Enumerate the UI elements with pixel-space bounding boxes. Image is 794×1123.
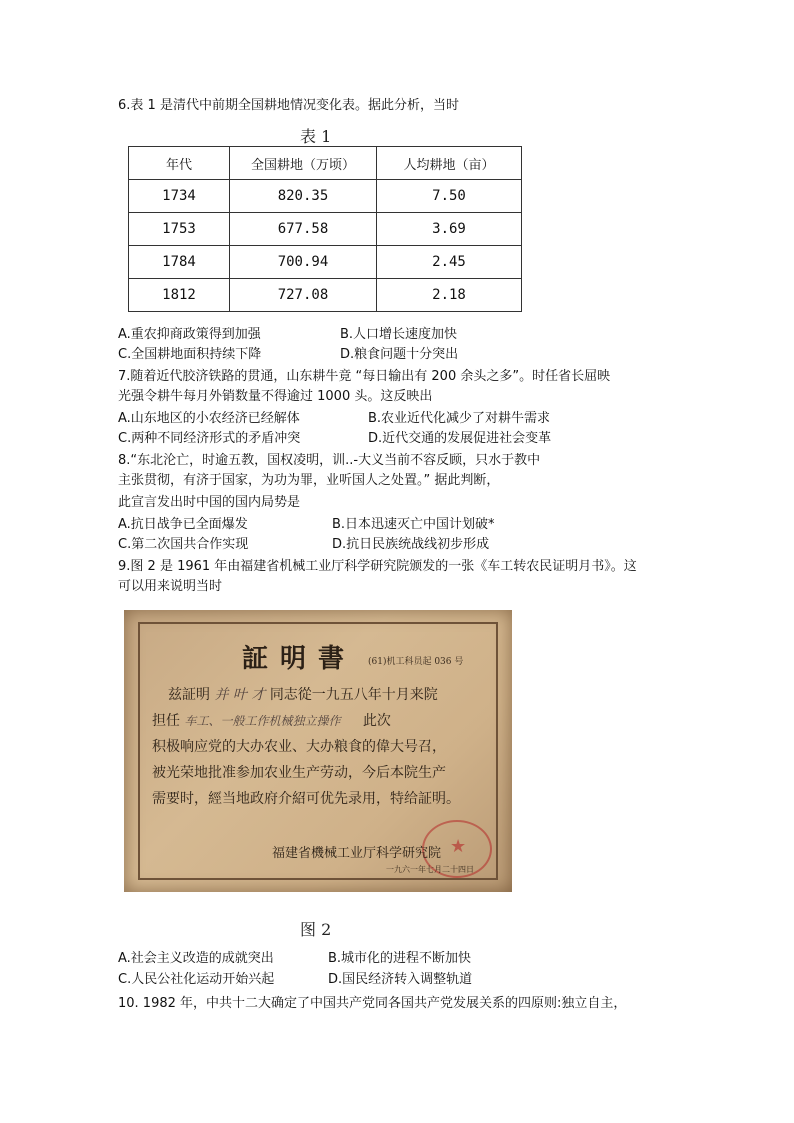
- q6-stem: 6.表 1 是清代中前期全国耕地情况变化表。据此分析，当时: [118, 98, 459, 113]
- cell-total: 700.94: [230, 246, 377, 279]
- certificate-line-3: 积极响应党的大办农业、大办粮食的偉大号召，: [152, 739, 446, 755]
- cell-per-capita: 2.18: [377, 279, 522, 312]
- header-total-farmland: 全国耕地（万顷）: [230, 147, 377, 180]
- certificate-line-1-post: 同志從一九五八年十月来院: [269, 687, 438, 703]
- certificate-photo: [124, 610, 512, 892]
- q7-stem-line1: 7.随着近代胶济铁路的贯通，山东耕牛竟 “每日输出有 200 余头之多”。时任省长屈映: [118, 369, 611, 384]
- table-row: [129, 246, 522, 279]
- q8-stem-line1: 8.“东北沦亡，时逾五教，国权凌明，训..-大义当前不容反顾，只水于教中: [118, 453, 541, 468]
- cell-year: 1784: [129, 246, 230, 279]
- q8-option-c: C.第二次国共合作实现: [118, 537, 249, 552]
- q9-stem-line1: 9.图 2 是 1961 年由福建省机械工业厅科学研究院颁发的一张《车工转农民证明月书》。这: [118, 559, 637, 574]
- header-per-capita-farmland: 人均耕地（亩）: [377, 147, 522, 180]
- q6-option-d: D.粮食问题十分突出: [340, 347, 459, 362]
- certificate-line-1-pre: 兹証明: [168, 687, 210, 703]
- header-year: 年代: [129, 147, 230, 180]
- q6-option-b: B.人口增长速度加快: [340, 327, 458, 342]
- q7-option-c: C.两种不同经济形式的矛盾冲突: [118, 431, 301, 446]
- q9-option-a: A.社会主义改造的成就突出: [118, 951, 274, 966]
- q7-option-a: A.山东地区的小农经济已经解体: [118, 411, 300, 426]
- q9-option-d: D.国民经济转入调整轨道: [328, 972, 473, 987]
- certificate-line-2-post: 此次: [362, 713, 391, 729]
- q6-option-a: A.重农抑商政策得到加强: [118, 327, 261, 342]
- cell-year: 1734: [129, 180, 230, 213]
- table-row: [129, 180, 522, 213]
- cell-total: 820.35: [230, 180, 377, 213]
- table-header-row: [129, 147, 522, 180]
- q9-option-c: C.人民公社化运动开始兴起: [118, 972, 275, 987]
- cell-total: 727.08: [230, 279, 377, 312]
- certificate-title: 証明書: [242, 644, 357, 674]
- q7-stem-line2: 光强令耕牛每月外销数量不得逾过 1000 头。这反映出: [118, 389, 433, 404]
- certificate-handwritten-name: 并 叶 才: [214, 687, 266, 703]
- cell-year: 1812: [129, 279, 230, 312]
- certificate-line-2: [152, 710, 391, 730]
- cell-year: 1753: [129, 213, 230, 246]
- q8-option-b: B.日本迅速灭亡中国计划破*: [332, 517, 495, 532]
- certificate-number: (61)机工科员起 036 号: [368, 657, 464, 667]
- q7-option-d: D.近代交通的发展促进社会变革: [368, 431, 552, 446]
- certificate-line-2-pre: 担任: [152, 713, 180, 729]
- table-caption: 表 1: [300, 127, 332, 146]
- table-row: [129, 279, 522, 312]
- cell-per-capita: 7.50: [377, 180, 522, 213]
- q8-option-d: D.抗日民族统战线初步形成: [332, 537, 490, 552]
- q6-option-c: C.全国耕地面积持续下降: [118, 347, 262, 362]
- cell-per-capita: 3.69: [377, 213, 522, 246]
- q9-stem-line2: 可以用来说明当时: [118, 579, 223, 594]
- q8-stem-line2: 主张贯彻，有济于国家，为功为罪，业听国人之处置。” 据此判断，: [118, 473, 500, 488]
- q10-stem-line1: 10. 1982 年，中共十二大确定了中国共产党同各国共产党发展关系的四原则:独立自主，: [118, 996, 627, 1011]
- cell-total: 677.58: [230, 213, 377, 246]
- q8-stem-line3: 此宣言发出时中国的国内局势是: [118, 495, 301, 510]
- q7-option-b: B.农业近代化减少了对耕牛需求: [368, 411, 551, 426]
- q9-option-b: B.城市化的进程不断加快: [328, 951, 472, 966]
- cell-per-capita: 2.45: [377, 246, 522, 279]
- certificate-date: 一九六一年七月二十四日: [386, 865, 474, 874]
- seal-star-icon: ★: [450, 836, 467, 857]
- certificate-issuer: 福建省機械工业厅科学研究院: [272, 846, 442, 861]
- table-row: [129, 213, 522, 246]
- certificate-line-5: 需要时，經当地政府介紹可优先录用，特给証明。: [152, 791, 460, 807]
- figure-caption: 图 2: [300, 920, 332, 939]
- certificate-line-4: 被光荣地批准参加农业生产劳动，今后本院生产: [152, 765, 446, 781]
- certificate-line-1: [168, 684, 438, 704]
- farmland-table: [128, 146, 522, 312]
- certificate-handwritten-job: 车工、一般工作机械独立操作: [184, 714, 341, 728]
- q8-option-a: A.抗日战争已全面爆发: [118, 517, 248, 532]
